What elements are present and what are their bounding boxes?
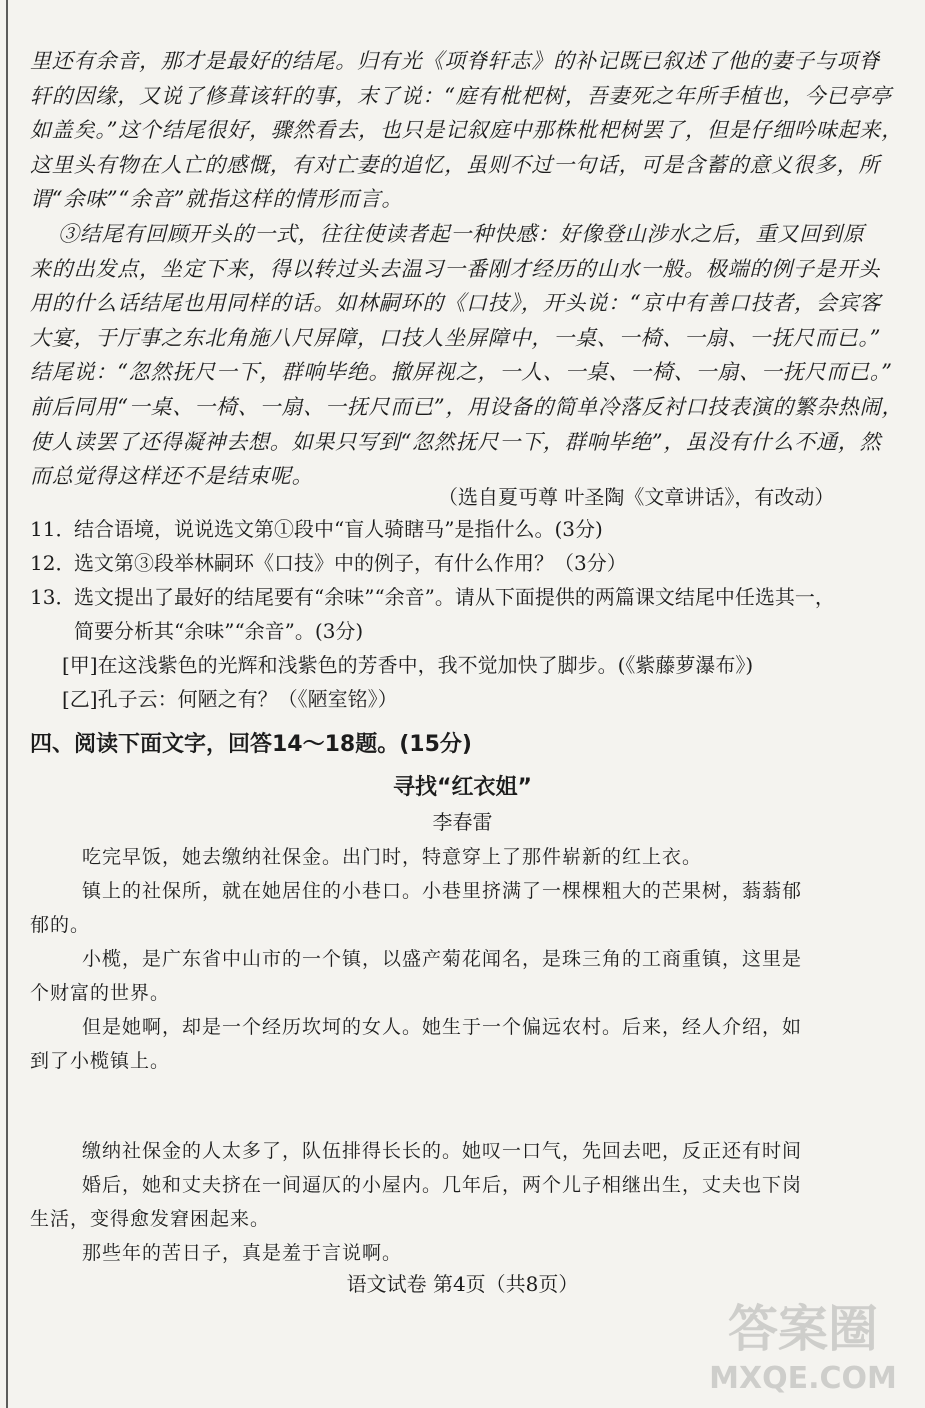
story-line: 郁的。 [30,914,91,936]
story-title: 寻找“红衣姐” [393,775,532,800]
text-line: 前后同用“一桌、一椅、一扇、一抚尺而已”，用设备的简单冷落反衬口技表演的繁杂热闹， [30,394,904,419]
option-jia: [甲]在这浅紫色的光辉和浅紫色的芳香中，我不觉加快了脚步。(《紫藤萝瀑布》) [62,653,754,677]
watermark-logo [693,1288,913,1398]
question-number: 13． [30,585,76,609]
text-line: 来的出发点，坐定下来，得以转过头去温习一番刚才经历的山水一般。极端的例子是开头 [30,256,881,281]
question-text: 选文提出了最好的结尾要有“余味”“余音”。请从下面提供的两篇课文结尾中任选其一， [74,585,835,609]
question-11 [30,512,890,546]
text-line: 大宴，于厅事之东北角施八尺屏障，口技人坐屏障中，一桌、一椅、一扇、一抚尺而已。” [30,325,882,350]
text-line: 如盖矣。”这个结尾很好，骤然看去，也只是记叙庭中那株枇杷树罢了，但是仔细吟味起来， [30,118,904,143]
story-line: 到了小榄镇上。 [30,1050,171,1072]
story-line: 缴纳社保金的人太多了，队伍排得长长的。她叹一口气，先回去吧，反正还有时间 [82,1140,803,1162]
story-body [30,840,890,1270]
passage-source: （选自夏丏尊 叶圣陶《文章讲话》，有改动） [438,485,835,509]
text-line: 而总觉得这样还不是结束呢。 [30,464,314,489]
binding-edge-line [6,0,8,1408]
text-line: 结尾说：“忽然抚尺一下，群响毕绝。撤屏视之，一人、一桌、一椅、一扇、一抚尺而已。” [30,360,893,385]
question-number: 11． [30,517,76,541]
question-text: 选文第③段举林嗣环《口技》中的例子，有什么作用？（3分） [74,551,627,575]
story-line: 婚后，她和丈夫挤在一间逼仄的小屋内。几年后，两个儿子相继出生，丈夫也下岗 [82,1174,803,1196]
question-list [30,512,890,716]
question-text: 结合语境，说说选文第①段中“盲人骑瞎马”是指什么。(3分) [74,517,603,541]
story-line: 吃完早饭，她去缴纳社保金。出门时，特意穿上了那件崭新的红上衣。 [82,846,703,868]
option-yi: [乙]孔子云：何陋之有？（《陋室铭》） [62,687,398,711]
story-line: 生活，变得愈发窘困起来。 [30,1208,271,1230]
section-heading: 四、阅读下面文字，回答14～18题。(15分) [30,732,472,757]
text-line: 用的什么话结尾也用同样的话。如林嗣环的《口技》，开头说：“京中有善口技者，会宾客 [30,291,882,316]
story-line: 那些年的苦日子，真是羞于言说啊。 [82,1242,403,1264]
story-line: 小榄，是广东省中山市的一个镇，以盛产菊花闻名，是珠三角的工商重镇，这里是 [82,948,803,970]
passage-paragraph-2 [30,44,904,217]
text-line: 这里头有物在人亡的感慨，有对亡妻的追忆，虽则不过一句话，可是含蓄的意义很多，所 [30,152,881,177]
story-line: 个财富的世界。 [30,982,171,1004]
question-12 [30,546,890,580]
story-line: 镇上的社保所，就在她居住的小巷口。小巷里挤满了一棵棵粗大的芒果树，蓊蓊郁 [82,880,803,902]
story-author: 李春雷 [432,810,493,834]
question-text-continued: 简要分析其“余味”“余音”。(3分) [74,619,364,643]
page-footer: 语文试卷 第4页（共8页） [346,1272,579,1296]
text-line: 使人读罢了还得凝神去想。如果只写到“忽然抚尺一下，群响毕绝”，虽没有什么不通，然 [30,429,882,454]
text-line: 里还有余音，那才是最好的结尾。归有光《项脊轩志》的补记既已叙述了他的妻子与项脊 [30,49,881,73]
question-number: 12． [30,551,76,575]
passage-paragraph-3 [30,217,904,494]
question-13 [30,580,890,614]
watermark-bottom: MXQE.COM [709,1361,897,1396]
story-line: 但是她啊，却是一个经历坎坷的女人。她生于一个偏远农村。后来，经人介绍，如 [82,1016,803,1038]
text-line: 谓“余味”“余音”就指这样的情形而言。 [30,187,404,212]
story-gap [30,1078,890,1134]
watermark-top: 答案圈 [728,1300,878,1358]
text-line: 轩的因缘，又说了修葺该轩的事，末了说：“庭有枇杷树，吾妻死之年所手植也，今已亭亭 [30,83,892,108]
text-line: ③结尾有回顾开头的一式，往往使读者起一种快感：好像登山涉水之后，重又回到原 [58,222,865,246]
